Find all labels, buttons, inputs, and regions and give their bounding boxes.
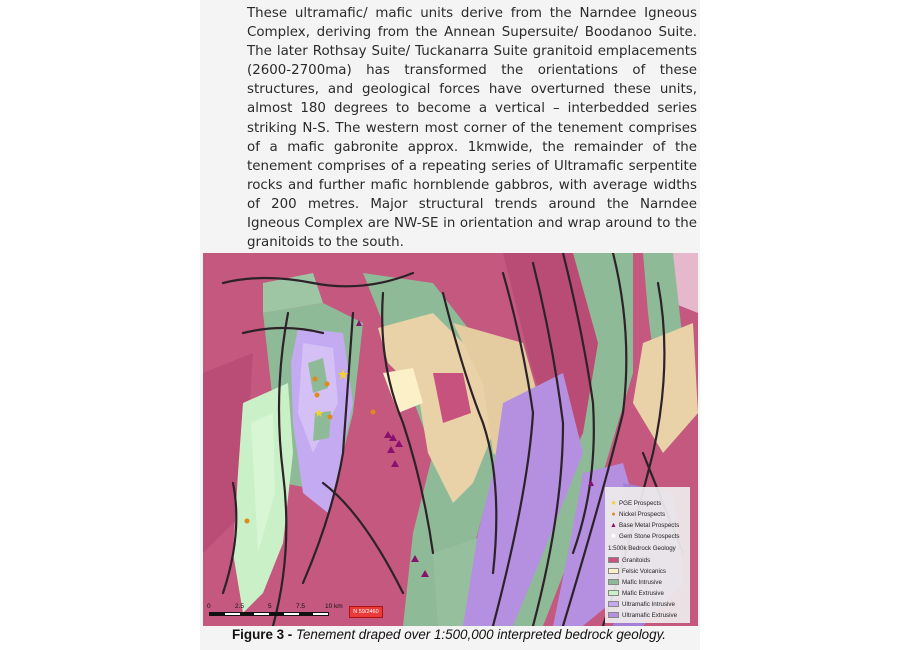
legend-item-ultramafic-intrusive: Ultramafic Intrusive [608, 599, 675, 609]
legend-heading: 1:500k Bedrock Geology [608, 545, 676, 552]
legend-item-gem-stone: ■ Gem Stone Prospects [608, 531, 680, 541]
caption-text: Tenement draped over 1:500,000 interpreted bedrock geology. [296, 627, 666, 642]
circle-icon: ● [611, 510, 616, 518]
legend-item-mafic-intrusive: Mafic Intrusive [608, 577, 662, 587]
geology-map [203, 253, 698, 626]
scale-tick: 2.5 [235, 603, 245, 610]
legend-item-felsic-volcanics: Felsic Volcanics [608, 566, 666, 576]
figure-caption [232, 627, 692, 642]
legend-item-granitoids: Granitoids [608, 555, 650, 565]
scale-bar [207, 598, 347, 620]
square-icon: ■ [611, 532, 616, 540]
map-legend [605, 487, 690, 623]
legend-item-ultramafic-extrusive: Ultramafic Extrusive [608, 610, 677, 620]
legend-item-base-metal: ▲ Base Metal Prospects [608, 520, 679, 530]
legend-item-mafic-extrusive: Mafic Extrusive [608, 588, 664, 598]
legend-item-nickel: ● Nickel Prospects [608, 509, 665, 519]
scale-tick: 5 [268, 603, 272, 610]
caption-label: Figure 3 - [232, 627, 293, 642]
scale-tick: 7.5 [296, 603, 306, 610]
body-paragraph: These ultramafic/ mafic units derive from the Narndee Igneous Complex, deriving from the Annean Supersuite/ Boodanoo Suite. The later Rothsay Suite/ Tuckanarra Suite granitoid emplacements (2600-2700ma) has transformed the orientations of these structures, and geological forces have overturned these units, almost 180 degrees to become a vertical – interbedded series striking N-S. The western most corner of the tenement comprises of a mafic gabronite approx. 1kmwide, the remainder of the tenement comprises of a repeating series of Ultramafic serpentite rocks and further mafic hornblende gabbros, with average widths of 200 metres. Major structural trends around the Narndee Igneous Complex are NW-SE in orientation and wrap around to the granitoids to the south. [247, 6, 697, 251]
scale-tick: 10 km [325, 603, 343, 610]
scale-tick: 0 [207, 603, 211, 610]
star-icon: ★ [610, 499, 617, 507]
triangle-icon: ▲ [610, 521, 617, 529]
north-label: N 59/2460 [349, 606, 383, 618]
legend-item-pge: ★ PGE Prospects [608, 498, 661, 508]
